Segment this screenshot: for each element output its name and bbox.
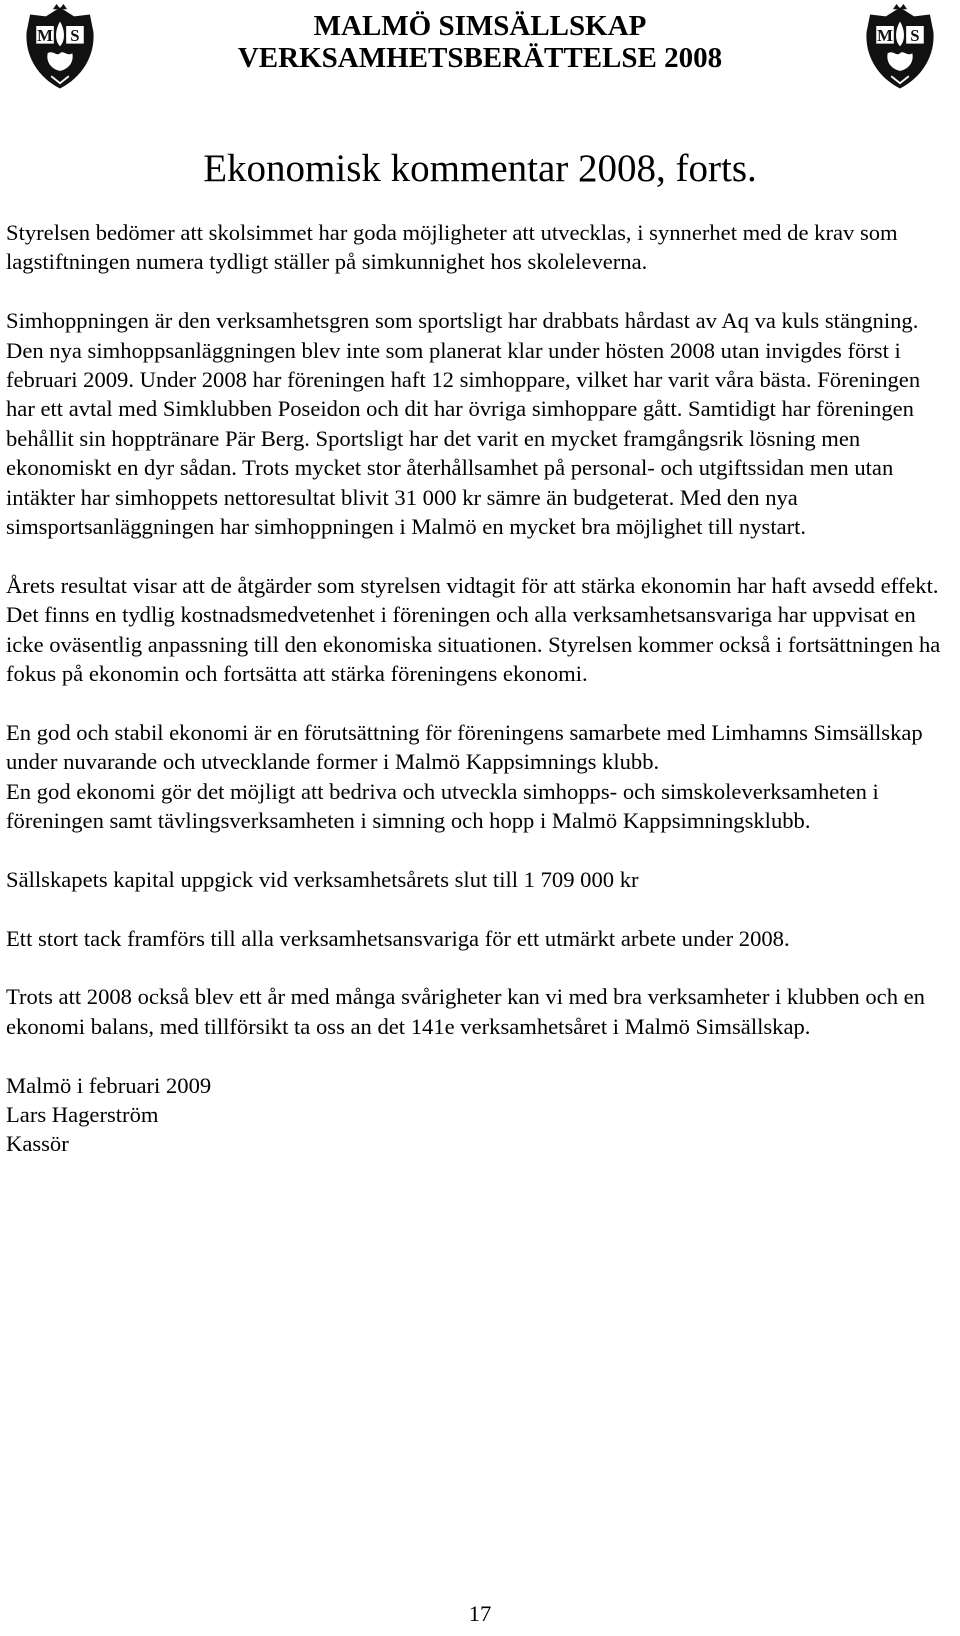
org-name: MALMÖ SIMSÄLLSKAP bbox=[313, 10, 647, 42]
paragraph-school-swimming: Styrelsen bedömer att skolsimmet har goda möjligheter att utvecklas, i synnerhet med de krav som lagstiftningen numera tydligt ställer på simkunnighet hos skoleleverna. bbox=[6, 220, 898, 275]
document-header bbox=[180, 10, 780, 74]
paragraph-diving: Simhoppningen är den verksamhetsgren som sportsligt har drabbats hårdast av Aq va kuls stängning. Den nya simhoppsanläggningen blev inte som planerat klar under hösten 2008 utan invigdes först i februari 2009. Under 2008 har föreningen haft 12 simhoppare, vilket har varit våra bästa. Föreningen har ett avtal med Simklubben Poseidon och dit har övriga simhoppare gått. Samtidigt har föreningen behållit sin hopptränare Pär Berg. Sportsligt har det varit en mycket framgångsrik lösning men ekonomiskt en dyr sådan. Trots mycket stor återhållsamhet på personal- och utgiftssidan men utan intäkter har simhoppets nettoresultat blivit 31 000 kr sämre än budgeterat. Med den nya simsportsanläggningen har simhoppningen i Malmö en mycket bra möjlighet till nystart. bbox=[6, 308, 921, 540]
paragraph-outlook: Trots att 2008 också blev ett år med många svårigheter kan vi med bra verksamheter i klubben och en ekonomi balans, med tillförsikt ta oss an det 141e verksamhetsåret i Malmö Simsällskap. bbox=[6, 984, 925, 1039]
signature-role: Kassör bbox=[6, 1131, 69, 1157]
paragraph-good-economy: En god ekonomi gör det möjligt att bedriva och utveckla simhopps- och simskoleverksamheten i föreningen samt tävlingsverksamheten i simning och hopp i Malmö Kappsimningsklubb. bbox=[6, 778, 879, 834]
signature-name: Lars Hagerström bbox=[6, 1102, 159, 1128]
club-crest-logo-right bbox=[856, 4, 944, 92]
signature-block bbox=[6, 1071, 950, 1159]
paragraph-capital: Sällskapets kapital uppgick vid verksamhetsårets slut till 1 709 000 kr bbox=[6, 866, 639, 892]
signature-place-date: Malmö i februari 2009 bbox=[6, 1072, 212, 1098]
paragraph-thanks: Ett stort tack framförs till alla verksamhetsansvariga för ett utmärkt arbete under 2008. bbox=[6, 925, 790, 951]
page-number: 17 bbox=[468, 1601, 492, 1626]
logo-letter-left: M bbox=[877, 25, 893, 45]
logo-letter-right: S bbox=[910, 25, 920, 45]
document-body bbox=[6, 218, 950, 1188]
club-crest-logo-left bbox=[16, 4, 104, 92]
page-heading: Ekonomisk kommentar 2008, forts. bbox=[203, 147, 757, 190]
logo-letter-right: S bbox=[70, 25, 80, 45]
paragraph-annual-result: Årets resultat visar att de åtgärder som styrelsen vidtagit för att stärka ekonomin har haft avsedd effekt. Det finns en tydlig kostnadsmedvetenhet i föreningen och alla verksamhetsansvariga har uppvisat en icke oväsentlig anpassning till den ekonomiska situationen. Styrelsen kommer också i fortsättningen ha fokus på ekonomin och fortsätta att stärka föreningens ekonomi. bbox=[6, 572, 941, 687]
report-title: VERKSAMHETSBERÄTTELSE 2008 bbox=[237, 42, 723, 74]
logo-letter-left: M bbox=[37, 25, 53, 45]
paragraph-cooperation: En god och stabil ekonomi är en förutsättning för föreningens samarbete med Limhamns Simsällskap under nuvarande och utvecklande former i Malmö Kappsimnings klubb. bbox=[6, 719, 923, 775]
